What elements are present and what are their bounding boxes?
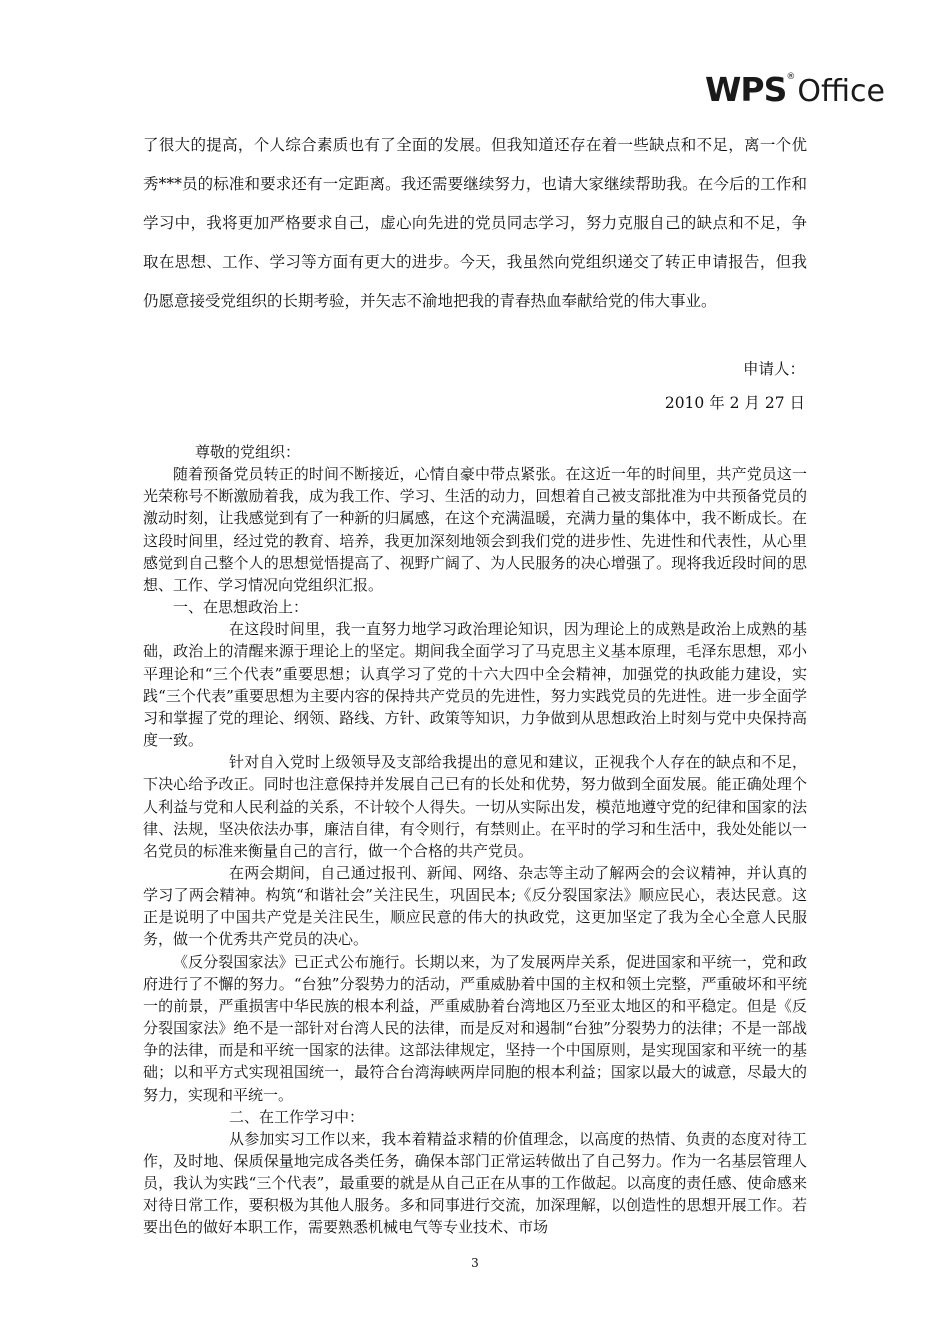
letter-body (143, 441, 807, 1239)
paragraph-intro: 随着预备党员转正的时间不断接近，心情自豪中带点紧张。在这近一年的时间里，共产党员这一光荣称号不断激励着我，成为我工作、学习、生活的动力，回想着自己被支部批准为中共预备党员的激动时刻，让我感觉到有了一种新的归属感，在这个充满温暖，充满力量的集体中，我不断成长。在这段时间里，经过党的教育、培养，我更加深刻地领会到我们党的进步性、先进性和代表性，从心里感觉到自己整个人的思想觉悟提高了、视野广阔了、为人民服务的决心增强了。现将我近段时间的思想、工作、学习情况向党组织汇报。 (143, 465, 807, 594)
continued-text-section (143, 126, 807, 321)
wps-office-logo (705, 70, 885, 114)
paragraph-anti-secession-law: 《反分裂国家法》已正式公布施行。长期以来，为了发展两岸关系，促进国家和平统一，党和政府进行了不懈的努力。“台独”分裂势力的活动，严重威胁着中国的主权和领土完整，严重破坏和平统一的前景，严重损害中华民族的根本利益，严重威胁着台湾地区乃至亚太地区的和平稳定。但是《反分裂国家法》绝不是一部针对台湾人民的法律，而是反对和遏制“台独”分裂势力的法律；不是一部战争的法律，而是和平统一国家的法律。这部法律规定，坚持一个中国原则，是实现国家和平统一的基础；以和平方式实现祖国统一，最符合台湾海峡两岸同胞的根本利益；国家以最大的诚意，尽最大的努力，实现和平统一。 (143, 952, 807, 1104)
continued-paragraph: 了很大的提高，个人综合素质也有了全面的发展。但我知道还存在着一些缺点和不足，离一个优秀***员的标准和要求还有一定距离。我还需要继续努力，也请大家继续帮助我。在今后的工作和学习中，我将更加严格要求自己，虚心向先进的党员同志学习，努力克服自己的缺点和不足，争取在思想、工作、学习等方面有更大的进步。今天，我虽然向党组织递交了转正申请报告，但我仍愿意接受党组织的长期考验，并矢志不渝地把我的青春热血奉献给党的伟大事业。 (143, 136, 807, 310)
section-heading-political: 一、在思想政治上： (173, 598, 309, 617)
logo-office-text: Office (797, 74, 885, 109)
paragraph-work: 从参加实习工作以来，我本着精益求精的价值理念，以高度的热情、负责的态度对待工作，及时地、保质保量地完成各类任务，确保本部门正常运转做出了自己努力。作为一名基层管理人员，我认为实践“三个代表”，最重要的就是从自己正在从事的工作做起。以高度的责任感、使命感来对待日常工作，要积极为其他人服务。多和同事进行交流，加深理解，以创造性的思想开展工作。若要出色的做好本职工作，需要熟悉机械电气等专业技术、市场 (143, 1129, 807, 1237)
section-heading-work-study: 二、在工作学习中： (229, 1107, 365, 1126)
paragraph-self-improvement: 针对自入党时上级领导及支部给我提出的意见和建议，正视我个人存在的缺点和不足，下决心给予改正。同时也注意保持并发展自己已有的长处和优势，努力做到全面发展。能正确处理个人利益与党和人民利益的关系，不计较个人得失。一切从实际出发，模范地遵守党的纪律和国家的法律、法规，坚决依法办事，廉洁自律，有令则行，有禁则止。在平时的学习和生活中，我处处能以一名党员的标准来衡量自己的言行，做一个合格的共产党员。 (143, 753, 807, 860)
signature-label: 申请人： (742, 360, 805, 378)
paragraph-two-sessions: 在两会期间，自己通过报刊、新闻、网络、杂志等主动了解两会的会议精神，并认真的学习了两会精神。构筑“和谐社会”关注民生，巩固民本;《反分裂国家法》顺应民心，表达民意。这正是说明了中国共产党是关注民生，顺应民意的伟大的执政党，这更加坚定了我为全心全意人民服务，做一个优秀共产党员的决心。 (143, 863, 807, 949)
letter-salutation: 尊敬的党组织： (195, 443, 301, 461)
logo-wps-text: WPS (705, 70, 787, 109)
page-number: 3 (471, 1256, 479, 1270)
logo-registered-mark: ® (786, 72, 796, 82)
paragraph-theory-study: 在这段时间里，我一直努力地学习政治理论知识，因为理论上的成熟是政治上成熟的基础，政治上的清醒来源于理论上的坚定。期间我全面学习了马克思主义基本原理，毛泽东思想，邓小平理论和“三个代表”重要思想；认真学习了党的十六大四中全会精神，加强党的执政能力建设，实践“三个代表”重要思想为主要内容的保持共产党员的先进性，努力实践党员的先进性。进一步全面学习和掌握了党的理论、纲领、路线、方针、政策等知识，力争做到从思想政治上时刻与党中央保持高度一致。 (143, 620, 807, 750)
signature-date: 2010 年 2 月 27 日 (664, 394, 805, 412)
